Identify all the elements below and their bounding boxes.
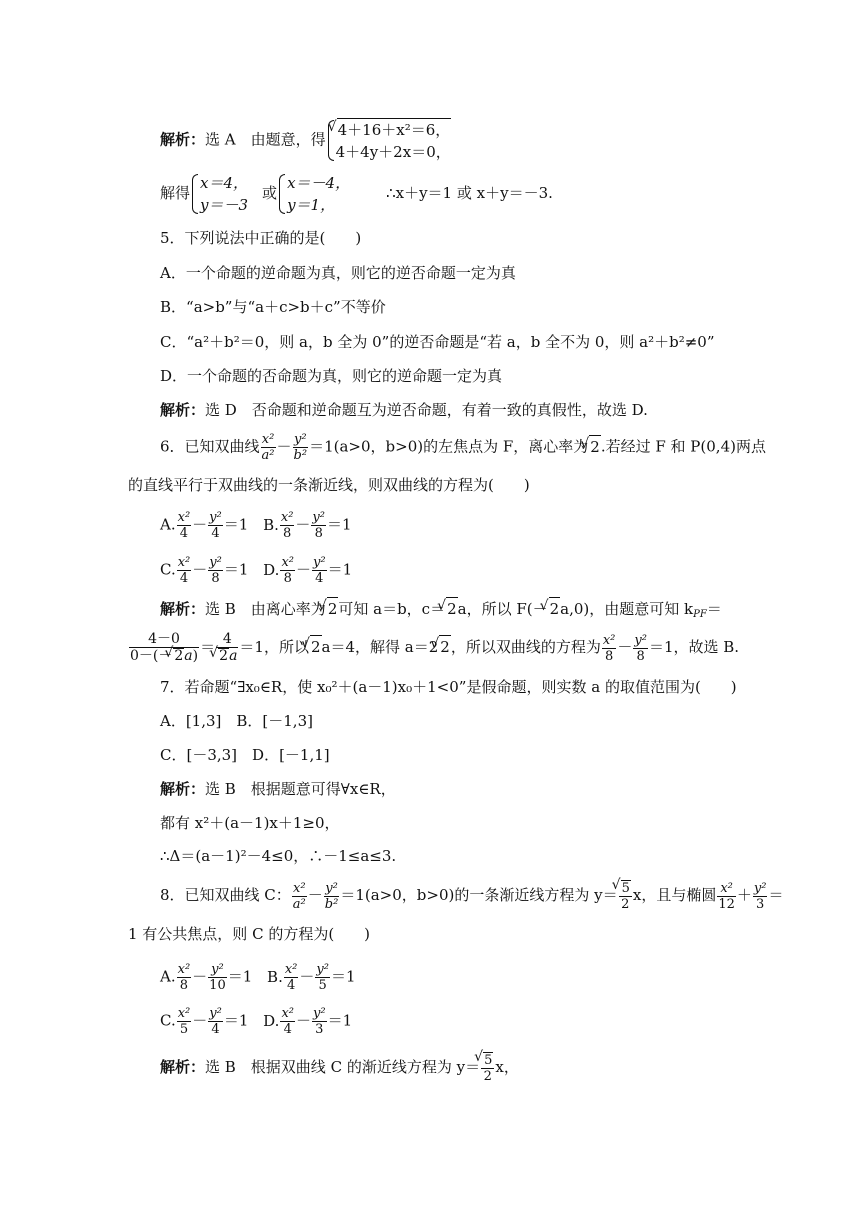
q8-a-label: A. <box>160 967 176 986</box>
q8-stem-part2: ＝1(a>0，b>0)的一条渐近线方程为 y＝ <box>340 886 618 904</box>
q7-analysis-line2: 都有 x²＋(a－1)x＋1≥0， <box>160 814 340 832</box>
eq-one: ＝1 <box>223 560 249 579</box>
q4-sqrt-expr: √ 4＋16＋x²＝6， <box>337 118 452 141</box>
q6-stem-line2: 的直线平行于双曲线的一条渐近线，则双曲线的方程为( ) <box>128 476 530 494</box>
q7-analysis-line1 <box>160 778 396 800</box>
q5-option-d: D．一个命题的否命题为真，则它的逆命题一定为真 <box>160 367 503 385</box>
q6-a-label: A. <box>160 515 176 534</box>
q5-option-a: A．一个命题的逆命题为真，则它的逆否命题一定为真 <box>160 264 516 282</box>
q8-ans: 选 B 根据双曲线 C 的渐近线方程为 y＝ <box>205 1058 481 1076</box>
q7-ans1: 选 B 根据题意可得∀x∈R， <box>205 780 396 798</box>
q6-options-cd: C. $\frac{\text{x²}}{4}$ － $\frac{\text{y²}}{8}$ ＝1 D. $\frac{\text{x²}}{8}$ － $\frac{\text{y²}}{4}$ ＝1 <box>160 555 353 586</box>
q8-b-label: B. <box>267 967 283 986</box>
q4-analysis-line1 <box>160 118 451 163</box>
q6-options-ab: A. $\frac{\text{x²}}{4}$ － $\frac{\text{y²}}{4}$ ＝1 B. $\frac{\text{x²}}{8}$ － $\frac{\text{y²}}{8}$ ＝1 <box>160 510 352 541</box>
q6-ans-part9: ＝1，故选 B. <box>648 638 740 656</box>
q6-analysis-line1: 解析：选 B 由离心率为√ 2可知 a＝b，c＝√ 2a，所以 F(－√ 2a,0)，由题意可知 $k_{PF}=$ <box>160 597 722 620</box>
q6-ans-part7: a＝4，解得 a＝2 <box>321 638 439 656</box>
q4-solution-1 <box>190 172 248 216</box>
q8-c-label: C. <box>160 1011 176 1030</box>
eq-one: ＝1 <box>326 515 352 534</box>
q6-stem-part2: ＝1(a>0，b>0)的左焦点为 F，离心率为 <box>309 437 589 456</box>
q6-ans-part5: ＝ <box>706 600 722 618</box>
q4-analysis-line2 <box>160 172 553 216</box>
q6-ans-part4: a,0)，由题意可知 k <box>560 600 694 618</box>
q4-equation-2: 4＋4y＋2x＝0， <box>335 143 451 161</box>
q4-solve-lead: 解得 <box>160 184 191 202</box>
eq-one: ＝1 <box>227 967 253 986</box>
q5-option-b: B．“a>b”与“a＋c>b＋c”不等价 <box>160 298 386 316</box>
q4-sol1-y: y＝－3 <box>200 196 249 214</box>
q6-c-label: C. <box>160 560 176 579</box>
q6-ans-part6: ＝1，所以 <box>239 638 309 656</box>
eq-one: ＝1 <box>327 1011 353 1030</box>
q8-d-label: D. <box>263 1011 280 1030</box>
eq-one: ＝1 <box>330 967 356 986</box>
analysis-label: 解析： <box>160 780 206 798</box>
q4-conclusion: ∴x＋y＝1 或 x＋y＝－3. <box>386 184 553 202</box>
analysis-label: 解析： <box>160 600 206 618</box>
analysis-label: 解析： <box>160 130 206 149</box>
q6-analysis-line2: $\frac{4-0}{0-(-√ 2a)}$ ＝ 4 √ 2a ＝1，所以√ 2a＝4，解得 a＝2√ 2，所以双曲线的方程为 $\frac{\text{x²}}{8}$ － $\frac{\text{y²}}{8}$ ＝1，故选 B. <box>128 632 739 664</box>
q7-options-ab: A．[1,3] B．[－1,3] <box>160 712 313 730</box>
eq-one: ＝1 <box>327 560 353 579</box>
q8-ans-end: x， <box>495 1058 519 1076</box>
q8-stem-part4: ＝ <box>768 886 784 904</box>
eq-one: ＝1 <box>223 1011 249 1030</box>
q4-solution-2 <box>277 172 350 216</box>
q8-stem-line2: 1 有公共焦点，则 C 的方程为( ) <box>128 925 371 943</box>
q6-b-label: B. <box>263 515 279 534</box>
q4-sol2-x: x＝－4， <box>287 174 351 192</box>
q5-analysis <box>160 399 648 421</box>
q8-analysis: 解析：选 B 根据双曲线 C 的渐近线方程为 y＝ √ $\frac{5}{2}$ x， <box>160 1052 519 1084</box>
q6-stem-line1: 6．已知双曲线 $\frac{\text{x²}}{\text{a²}}$ － $\frac{\text{y²}}{\text{b²}}$ ＝1(a>0，b>0)的左焦点为 F，离心率为√ 2.若经过 F 和 P(0,4)两点 <box>160 432 766 463</box>
q6-stem-part1: 6．已知双曲线 <box>160 437 260 456</box>
q6-ans-part8: ，所以双曲线的方程为 <box>450 638 601 656</box>
q7-analysis-line3: ∴Δ＝(a－1)²－4≤0，∴－1≤a≤3. <box>160 847 397 865</box>
q4-answer-lead: 选 A 由题意，得 <box>205 130 326 149</box>
q4-sol2-y: y＝1， <box>287 196 336 214</box>
q5-answer: 选 D 否命题和逆命题互为逆否命题，有着一致的真假性，故选 D. <box>205 401 648 419</box>
analysis-label: 解析： <box>160 1058 206 1076</box>
q8-options-ab: A. $\frac{\text{x²}}{8}$ － $\frac{\text{y²}}{10}$ ＝1 B. $\frac{\text{x²}}{4}$ － $\frac{\text{y²}}{5}$ ＝1 <box>160 962 356 993</box>
q6-stem-part3: .若经过 F 和 P(0,4)两点 <box>600 437 766 456</box>
q8-options-cd: C. $\frac{\text{x²}}{5}$ － $\frac{\text{y²}}{4}$ ＝1 D. $\frac{\text{x²}}{4}$ － $\frac{\text{y²}}{3}$ ＝1 <box>160 1006 353 1037</box>
q4-sol1-x: x＝4， <box>200 174 249 192</box>
eq-one: ＝1 <box>223 515 249 534</box>
q6-d-label: D. <box>263 560 280 579</box>
q8-stem-part1: 8．已知双曲线 C： <box>160 886 291 904</box>
q4-system-equations <box>326 118 452 163</box>
q6-ans-part2: 可知 a＝b，c＝ <box>338 600 446 618</box>
q7-stem: 7．若命题“∃x₀∈R，使 x₀²＋(a－1)x₀＋1<0”是假命题，则实数 a 的取值范围为( ) <box>160 678 737 696</box>
q5-option-c: C．“a²＋b²＝0，则 a，b 全为 0”的逆否命题是“若 a，b 全不为 0，则 a²＋b²≠0” <box>160 333 715 351</box>
q6-ans-part1: 选 B 由离心率为 <box>205 600 326 618</box>
analysis-label: 解析： <box>160 401 206 419</box>
q6-ans-part3: a，所以 F(－ <box>457 600 548 618</box>
q4-or: 或 <box>262 184 278 202</box>
q5-stem: 5．下列说法中正确的是( ) <box>160 229 362 247</box>
q8-stem-line1: 8．已知双曲线 C： $\frac{\text{x²}}{\text{a²}}$ － $\frac{\text{y²}}{\text{b²}}$ ＝1(a>0，b>0)的一条渐近线方程为 y＝ √ $\frac{5}{2}$ x，且与椭圆 $\frac{\text{x²}}{12}$ ＋ $\frac{\text{y²}}{3}$ ＝ <box>160 880 783 912</box>
q8-stem-part3: x，且与椭圆 <box>632 886 717 904</box>
q7-options-cd: C．[－3,3] D．[－1,1] <box>160 746 330 764</box>
